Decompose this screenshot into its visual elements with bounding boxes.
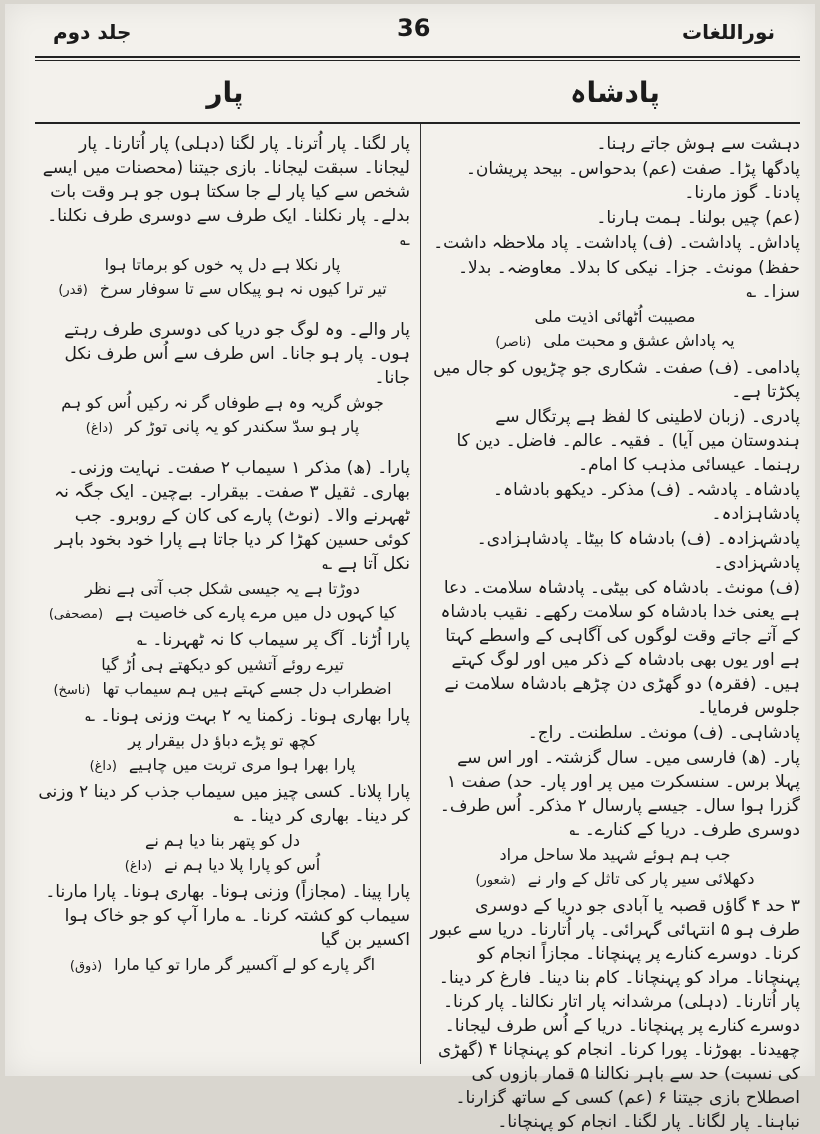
verse-text: دکھلائی سیر پار کی تاثل کے وار نے xyxy=(527,869,755,888)
entry-paragraph: پاداش۔ پاداشت۔ (ف) پاداشت۔ پاد ملاحظہ داشت۔ xyxy=(433,233,800,253)
entry-paragraph: (ف) مونث۔ بادشاہ کی بیٹی۔ پادشاہ سلامت۔ دعا ہے یعنی خدا بادشاہ کو سلامت رکھے۔ نقیب بادشاہ کے آتے جاتے وقت لوگوں کی آگاہی کے واسطے کہتا ہے اور یوں بھی بادشاہ کے ذکر میں اور لوگ کہتے ہیں۔ (فقرہ) دو گھڑی دن چڑھے بادشاہ سلامت نے جلوس فرمایا۔ xyxy=(440,578,800,718)
verse-line xyxy=(35,254,410,276)
verse-text: پار نکلا ہے دل پہ خوں کو برماتا ہوا xyxy=(104,255,341,274)
entry-gap xyxy=(35,442,410,456)
verse-text: یہ پاداش عشق و محبت ملی xyxy=(543,331,735,350)
verse-line xyxy=(35,678,410,702)
entry-gap xyxy=(35,304,410,318)
verse-text: کیا کہوں دل میں مرے پارے کی خاصیت ہے xyxy=(115,603,397,622)
verse-line xyxy=(35,830,410,852)
entry-paragraph: پارا پلانا۔ کسی چیز میں سیماب جذب کر دینا ۲ وزنی کر دینا۔ بھاری کر دینا۔ ؎ xyxy=(38,782,410,826)
entry-paragraph: پادامی۔ (ف) صفت۔ شکاری جو چڑیوں کو جال میں پکڑتا ہے۔ xyxy=(433,358,800,402)
verse-line xyxy=(35,754,410,778)
verse-line xyxy=(35,730,410,752)
entry-paragraph: پار لگنا۔ پار اُترنا۔ پار لگنا (دہلی) پار اُتارنا۔ پار لیجانا۔ سبقت لیجانا۔ بازی جیتنا (محصنات میں ایسے شخص سے کیا پار لے جا سکتا ہوں جو ہر وقت بات بدلے۔ پار نکلنا۔ ایک طرف سے دوسری طرف نکلنا۔ ؎ xyxy=(42,134,410,250)
volume-label: جلد دوم xyxy=(53,20,132,44)
entry-paragraph: پادری۔ (زبان لاطینی کا لفظ ہے پرتگال سے ہندوستان میں آیا) ۔ فقیہ۔ عالم۔ فاضل۔ دین کا رہنما۔ عیسائی مذہب کا امام۔ xyxy=(456,407,800,475)
entry-paragraph: دہشت سے ہوش جاتے رہنا۔ xyxy=(596,134,800,154)
verse-text: پارا بھرا ہوا مری تربت میں چاہیے xyxy=(128,755,356,774)
poet-attribution: (داغ) xyxy=(124,859,153,874)
page-number: 36 xyxy=(397,14,431,42)
verse-text: تیر ترا کیوں نہ ہو پیکاں سے تا سوفار سرخ xyxy=(99,279,387,298)
verse-line xyxy=(35,654,410,676)
entry-paragraph: پارا بھاری ہونا۔ زکمنا یہ ۲ بہت وزنی ہونا۔ ؎ xyxy=(85,706,410,726)
entry-paragraph: (عم) چیں بولنا۔ ہمت ہارنا۔ xyxy=(596,208,800,228)
entry-paragraph: پادشہزادہ۔ (ف) بادشاہ کا بیٹا۔ پادشاہزادی۔ پادشہزادی۔ xyxy=(476,529,800,573)
left-column xyxy=(35,132,410,1067)
entry-paragraph: پارا پینا۔ (مجازاً) وزنی ہونا۔ بھاری ہونا۔ پارا مارنا۔ سیماب کو کشتہ کرنا۔ ؎ مارا آپ کو جو خاک ہوا اکسیر بن گیا xyxy=(45,882,410,950)
poet-attribution: (ذوق) xyxy=(69,959,103,974)
right-column-heading: پادشاہ xyxy=(570,76,660,109)
verse-line xyxy=(35,278,410,302)
verse-text: اگر پارے کو لے آکسیر گر مارا تو کیا مارا xyxy=(114,955,376,974)
verse-text: تیرے روئے آتشیں کو دیکھتے ہی اُڑ گیا xyxy=(101,655,344,674)
verse-line xyxy=(35,602,410,626)
verse-text: اضطراب دل جسے کہتے ہیں ہم سیماب تھا xyxy=(102,679,392,698)
verse-line xyxy=(35,392,410,414)
poet-attribution: (ناصر) xyxy=(495,335,532,350)
verse-line xyxy=(35,416,410,440)
verse-line xyxy=(430,844,800,866)
poet-attribution: (داغ) xyxy=(89,759,117,774)
verse-text: دل کو پتھر بنا دیا ہم نے xyxy=(144,831,301,850)
entry-paragraph: پارا اُڑنا۔ آگ پر سیماب کا نہ ٹھہرنا۔ ؎ xyxy=(136,630,410,650)
entry-paragraph: ۳ حد ۴ گاؤں قصبہ یا آبادی جو دریا کے دوسری طرف ہو ۵ انتہائی گہرائی۔ پار اُتارنا۔ دریا سے عبور کرنا۔ دوسرے کنارے پر پہنچانا۔ مجازاً انجام کو پہنچانا۔ مراد کو پہنچانا۔ کام بنا دینا۔ فارغ کر دینا۔ پار اُتارنا۔ (دہلی) مرشدانہ پار اتار نکالنا۔ پار کرنا۔ دوسرے کنارے پر پہنچانا۔ دریا کے اُس طرف لیجانا۔ چھیدنا۔ بھوڑنا۔ پورا کرنا۔ انجام کو پہنچانا ۴ (گھڑی کی نسبت) حد سے باہر نکالنا ۵ قمار بازوں کی اصطلاح بازی جیتنا ۶ (عم) کسی کے ساتھ گزارنا۔ نباہنا۔ پار لگانا۔ پار لگنا۔ انجام کو پہنچانا۔ xyxy=(430,896,800,1132)
verse-text: مصیبت اُٹھائی اذیت ملی xyxy=(534,307,696,326)
verse-line xyxy=(430,330,800,354)
verse-text: دوڑتا ہے یہ جیسی شکل جب آتی ہے نظر xyxy=(85,579,360,598)
entry-paragraph: پارا۔ (ھ) مذکر ۱ سیماب ۲ صفت۔ نہایت وزنی۔ بھاری۔ ثقیل ۳ صفت۔ بیقرار۔ بےچین۔ ایک جگہ نہ ٹھہرنے والا۔ (نوٹ) پارے کی کان کے روبرو۔ جب کوئی حسین کھڑا کر دیا جاتا ہے پارا خود بخود باہر نکل آتا ہے ؎ xyxy=(54,458,410,574)
verse-text: پار ہو سدّ سکندر کو یہ پانی توڑ کر xyxy=(125,417,360,436)
left-column-heading: پار xyxy=(206,76,244,109)
heading-rule xyxy=(35,122,800,124)
verse-line xyxy=(35,578,410,600)
verse-text: اُس کو پارا پلا دیا ہم نے xyxy=(164,855,321,874)
poet-attribution: (ناسخ) xyxy=(53,683,91,698)
entry-paragraph: پار۔ (ھ) فارسی میں۔ سال گزشتہ۔ اور اس سے پہلا برس۔ سنسکرت میں پر اور پار۔ حد) صفت ۱ گزرا ہوا سال۔ جیسے پارسال ۲ مذکر۔ اُس طرف۔ دوسری طرف۔ دریا کے کنارے۔ ؎ xyxy=(439,748,800,840)
header-rule-thin xyxy=(35,60,800,61)
verse-text: جب ہم ہوئے شہید ملا ساحل مراد xyxy=(499,845,731,864)
poet-attribution: (قدر) xyxy=(58,283,88,298)
verse-line xyxy=(430,868,800,892)
entry-paragraph: پادگھا پڑا۔ صفت (عم) بدحواس۔ بیحد پریشان۔ پادنا۔ گوز مارنا۔ xyxy=(465,159,800,203)
entry-paragraph: حفظ) مونث۔ جزا۔ نیکی کا بدلا۔ معاوضہ۔ بدلا۔ سزا۔ ؎ xyxy=(458,258,800,302)
verse-line xyxy=(35,954,410,978)
verse-line xyxy=(430,306,800,328)
column-divider xyxy=(420,124,421,1064)
verse-text: کچھ تو پڑے دباؤ دل بیقرار پر xyxy=(128,731,317,750)
verse-text: جوش گریہ وہ ہے طوفاں گر نہ رکیں اُس کو ہم xyxy=(61,393,384,412)
poet-attribution: (شعور) xyxy=(475,873,516,888)
entry-paragraph: پادشاہ۔ پادشہ۔ (ف) مذکر۔ دیکھو بادشاہ۔ پادشاہزادہ۔ xyxy=(493,480,800,524)
entry-paragraph: پادشاہی۔ (ف) مونث۔ سلطنت۔ راج۔ xyxy=(527,723,800,743)
poet-attribution: (مصحفی) xyxy=(48,607,104,622)
header-rule xyxy=(35,56,800,58)
entry-paragraph: پار والے۔ وہ لوگ جو دریا کی دوسری طرف رہتے ہوں۔ پار ہو جانا۔ اس طرف سے اُس طرف نکل جانا۔ xyxy=(64,320,410,388)
dictionary-title: نوراللغات xyxy=(682,20,775,44)
dictionary-page xyxy=(5,4,815,1132)
verse-line xyxy=(35,854,410,878)
page-header xyxy=(5,4,815,60)
right-column xyxy=(430,132,800,1132)
poet-attribution: (داغ) xyxy=(85,421,114,436)
